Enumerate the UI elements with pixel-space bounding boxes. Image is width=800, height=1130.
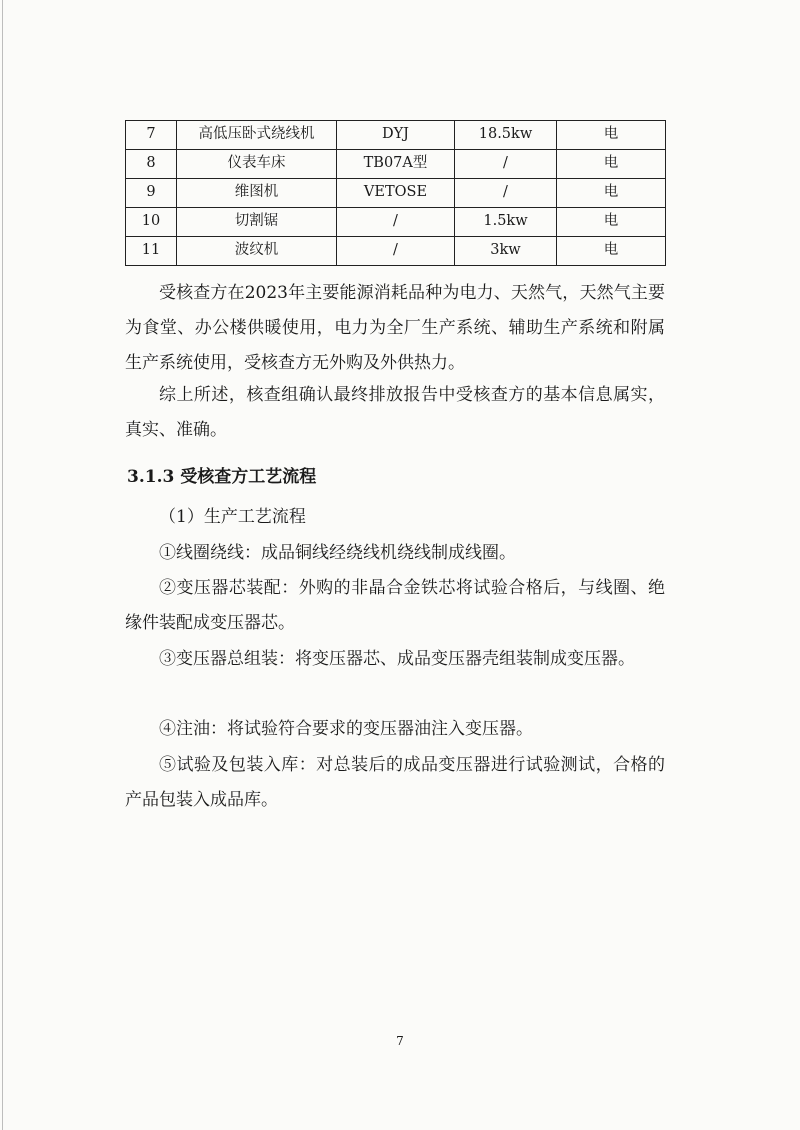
cell-model: VETOSE bbox=[337, 179, 455, 208]
cell-name: 高低压卧式绕线机 bbox=[177, 121, 337, 150]
cell-name: 仪表车床 bbox=[177, 150, 337, 179]
cell-no: 10 bbox=[126, 208, 177, 237]
cell-model: TB07A型 bbox=[337, 150, 455, 179]
process-step-4: ④注油：将试验符合要求的变压器油注入变压器。 bbox=[159, 719, 533, 739]
binding-margin-line bbox=[2, 0, 3, 1130]
cell-name: 波纹机 bbox=[177, 237, 337, 266]
cell-energy: 电 bbox=[557, 121, 666, 150]
table-row bbox=[126, 237, 666, 266]
cell-no: 11 bbox=[126, 237, 177, 266]
cell-model: / bbox=[337, 208, 455, 237]
process-step-5: ⑤试验及包装入库：对总装后的成品变压器进行试验测试，合格的产品包装入成品库。 bbox=[125, 755, 665, 810]
process-step-2: ②变压器芯装配：外购的非晶合金铁芯将试验合格后，与线圈、绝缘件装配成变压器芯。 bbox=[125, 578, 665, 633]
cell-model: DYJ bbox=[337, 121, 455, 150]
page-number: 7 bbox=[396, 1034, 404, 1048]
cell-no: 8 bbox=[126, 150, 177, 179]
table-row bbox=[126, 121, 666, 150]
cell-energy: 电 bbox=[557, 237, 666, 266]
section-heading: 3.1.3 受核查方工艺流程 bbox=[127, 467, 317, 487]
table-row bbox=[126, 179, 666, 208]
cell-name: 维图机 bbox=[177, 179, 337, 208]
process-step-3: ③变压器总组装：将变压器芯、成品变压器壳组装制成变压器。 bbox=[159, 649, 635, 669]
cell-power: / bbox=[455, 150, 557, 179]
cell-name: 切割锯 bbox=[177, 208, 337, 237]
summary-paragraph: 综上所述，核查组确认最终排放报告中受核查方的基本信息属实，真实、准确。 bbox=[125, 385, 665, 440]
equipment-table bbox=[125, 120, 666, 266]
cell-energy: 电 bbox=[557, 179, 666, 208]
cell-power: 1.5kw bbox=[455, 208, 557, 237]
cell-no: 9 bbox=[126, 179, 177, 208]
section-subheading: （1）生产工艺流程 bbox=[159, 507, 306, 527]
cell-energy: 电 bbox=[557, 150, 666, 179]
cell-no: 7 bbox=[126, 121, 177, 150]
cell-power: 18.5kw bbox=[455, 121, 557, 150]
process-step-1: ①线圈绕线：成品铜线经绕线机绕线制成线圈。 bbox=[159, 543, 516, 563]
cell-energy: 电 bbox=[557, 208, 666, 237]
cell-power: 3kw bbox=[455, 237, 557, 266]
table-row bbox=[126, 150, 666, 179]
cell-model: / bbox=[337, 237, 455, 266]
cell-power: / bbox=[455, 179, 557, 208]
energy-consumption-paragraph: 受核查方在2023年主要能源消耗品种为电力、天然气，天然气主要为食堂、办公楼供暖使用，电力为全厂生产系统、辅助生产系统和附属生产系统使用，受核查方无外购及外供热力。 bbox=[125, 283, 665, 373]
table-row bbox=[126, 208, 666, 237]
